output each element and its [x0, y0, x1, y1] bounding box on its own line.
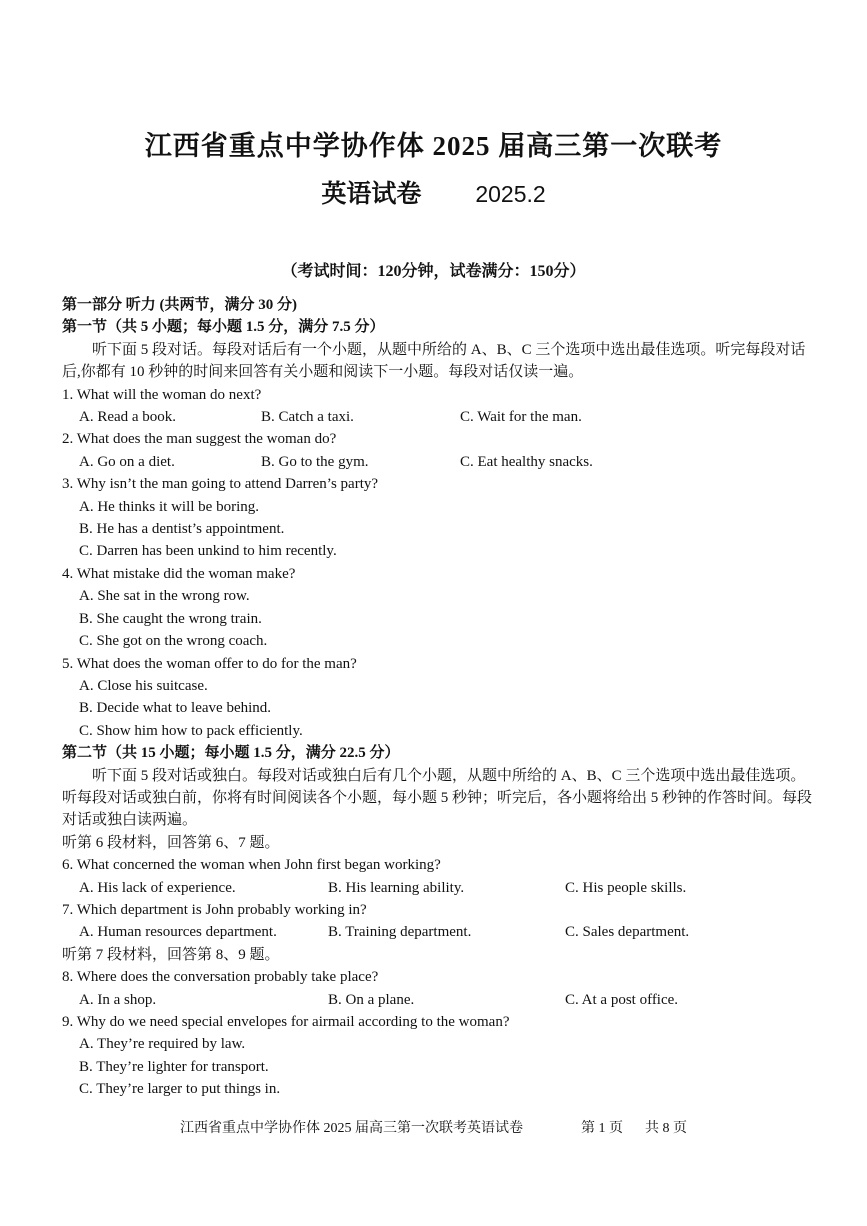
option-b: B. Decide what to leave behind. [79, 700, 272, 717]
option-c: C. At a post office. [565, 991, 679, 1008]
question-5: 5. What does the woman offer to do for the man? [62, 655, 357, 672]
option-c: C. Sales department. [565, 924, 690, 941]
option-a: A. His lack of experience. [79, 879, 236, 896]
footer-title: 江西省重点中学协作体 2025 届高三第一次联考英语试卷 [180, 1121, 523, 1136]
option-c: C. His people skills. [565, 879, 687, 896]
option-c: C. Show him how to pack efficiently. [79, 722, 303, 739]
question-7-options [62, 921, 812, 943]
option-c: C. Wait for the man. [460, 409, 582, 426]
question-1-options [62, 406, 812, 428]
material-note-7: 听第 7 段材料，回答第 8、9 题。 [62, 946, 280, 963]
option-a: A. In a shop. [79, 991, 157, 1008]
option-a: A. Read a book. [79, 409, 177, 426]
page-footer [0, 1117, 867, 1137]
option-b: B. Catch a taxi. [261, 409, 354, 426]
exam-info: （考试时间：120分钟，试卷满分：150分） [281, 263, 586, 280]
question-4: 4. What mistake did the woman make? [62, 565, 296, 582]
option-a: A. He thinks it will be boring. [79, 498, 259, 515]
option-a: A. They’re required by law. [79, 1036, 246, 1053]
option-b: B. Go to the gym. [261, 453, 369, 470]
page-number: 第 1 页 [581, 1121, 623, 1136]
question-8-options [62, 989, 812, 1011]
option-b: B. They’re lighter for transport. [79, 1058, 269, 1075]
option-b: B. Training department. [328, 924, 472, 941]
option-a: A. Go on a diet. [79, 453, 175, 470]
option-b: B. She caught the wrong train. [79, 610, 262, 627]
question-3: 3. Why isn’t the man going to attend Darren’s party? [62, 476, 379, 493]
option-c: C. They’re larger to put things in. [79, 1081, 281, 1098]
question-8: 8. Where does the conversation probably take place? [62, 969, 379, 986]
option-c: C. Darren has been unkind to him recently. [79, 543, 337, 560]
option-a: A. She sat in the wrong row. [79, 588, 250, 605]
material-note-6: 听第 6 段材料，回答第 6、7 题。 [62, 834, 280, 851]
question-2: 2. What does the man suggest the woman do? [62, 431, 337, 448]
question-9: 9. Why do we need special envelopes for airmail according to the woman? [62, 1014, 510, 1030]
option-c: C. She got on the wrong coach. [79, 633, 268, 650]
question-1: 1. What will the woman do next? [62, 386, 262, 403]
question-7: 7. Which department is John probably working in? [62, 901, 367, 918]
section2-heading: 第二节（共 15 小题；每小题 1.5 分，满分 22.5 分） [62, 745, 400, 762]
exam-year: 2025.2 [475, 181, 546, 207]
option-b: B. On a plane. [328, 991, 415, 1008]
question-6: 6. What concerned the woman when John first began working? [62, 857, 441, 874]
option-a: A. Close his suitcase. [79, 677, 208, 694]
section1-instructions: 听下面 5 段对话。每段对话后有一个小题，从题中所给的 A、B、C 三个选项中选出最佳选项。听完每段对话后,你都有 10 秒钟的时间来回答有关小题和阅读下一小题。每段对话仅读一遍。 [62, 341, 806, 381]
exam-content [62, 294, 812, 1101]
section1-heading: 第一节（共 5 小题；每小题 1.5 分，满分 7.5 分） [62, 319, 385, 336]
question-2-options [62, 451, 812, 473]
exam-subtitle [0, 174, 867, 210]
page-total: 共 8 页 [645, 1121, 687, 1136]
part1-heading: 第一部分 听力 (共两节，满分 30 分) [62, 297, 297, 313]
option-b: B. His learning ability. [328, 879, 465, 896]
option-c: C. Eat healthy snacks. [460, 453, 593, 470]
section2-instructions: 听下面 5 段对话或独白。每段对话或独白后有几个小题，从题中所给的 A、B、C 三个选项中选出最佳选项。听每段对话或独白前，你将有时间阅读各个小题，每小题 5 秒钟；听完后，各小题将给出 5 秒钟的作答时间。每段对话或独白读两遍。 [62, 767, 813, 829]
option-b: B. He has a dentist’s appointment. [79, 521, 285, 538]
question-6-options [62, 877, 812, 899]
subject-title: 英语试卷 [321, 181, 422, 208]
exam-title: 江西省重点中学协作体 2025 届高三第一次联考 [144, 131, 723, 161]
option-a: A. Human resources department. [79, 924, 277, 941]
